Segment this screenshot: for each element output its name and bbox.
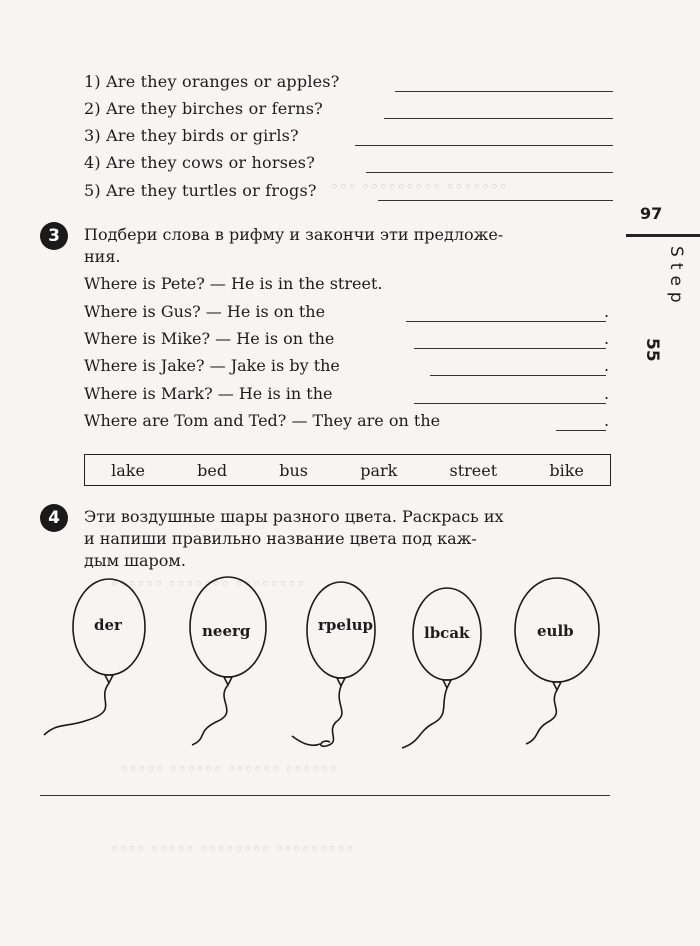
instruction-line: Подбери слова в рифму и закончи эти предложе- bbox=[84, 225, 504, 244]
period: . bbox=[604, 329, 610, 348]
sidebar-divider bbox=[626, 234, 700, 237]
sentence-2: Where is Gus? — He is on the bbox=[84, 302, 326, 321]
step-label: Step bbox=[666, 246, 686, 309]
balloon-2-word: neerg bbox=[202, 622, 251, 640]
word-bank-item: street bbox=[449, 460, 498, 480]
question-text: 5) Are they turtles or frogs? bbox=[84, 181, 317, 200]
page-number: 97 bbox=[640, 204, 663, 223]
question-text: 4) Are they cows or horses? bbox=[84, 153, 316, 172]
balloon-2-knot bbox=[224, 677, 232, 685]
word-bank-item: bed bbox=[197, 460, 228, 480]
balloon-2-string bbox=[192, 685, 228, 745]
balloon-3-word: rpelup bbox=[318, 616, 374, 634]
period: . bbox=[604, 411, 610, 430]
balloon-5-string bbox=[526, 690, 557, 744]
word-bank-item: park bbox=[360, 460, 398, 480]
period: . bbox=[604, 302, 610, 321]
instruction-line: и напиши правильно название цвета под каж- bbox=[84, 529, 477, 548]
word-bank-item: lake bbox=[111, 460, 145, 480]
sentence-6: Where are Tom and Ted? — They are on the bbox=[84, 411, 441, 430]
instruction-line: Эти воздушные шары разного цвета. Раскрась их bbox=[84, 507, 504, 526]
answer-line-balloons[interactable] bbox=[40, 795, 610, 796]
task-4-badge: 4 bbox=[40, 504, 68, 532]
balloon-4-knot bbox=[443, 680, 451, 688]
balloon-3-knot bbox=[337, 678, 345, 686]
sentence-3: Where is Mike? — He is on the bbox=[84, 329, 335, 348]
task-3-badge: 3 bbox=[40, 222, 68, 250]
word-bank-item: bus bbox=[279, 460, 309, 480]
sentence-4: Where is Jake? — Jake is by the bbox=[84, 356, 340, 375]
balloon-3-string bbox=[321, 686, 342, 746]
bleed-through: ◦◦◦ ◦◦◦◦◦◦◦◦◦ ◦◦◦◦◦◦◦ bbox=[330, 178, 508, 196]
step-number: 55 bbox=[642, 338, 662, 362]
instruction-line: дым шаром. bbox=[84, 551, 186, 570]
balloon-5-word: eulb bbox=[537, 622, 574, 640]
period: . bbox=[604, 384, 610, 403]
balloon-1-string bbox=[44, 683, 109, 735]
bleed-through: ◦◦◦◦◦◦ ◦◦◦◦◦◦◦ ◦◦◦◦◦◦◦◦ bbox=[110, 575, 306, 593]
period: . bbox=[604, 356, 610, 375]
sentence-5: Where is Mark? — He is in the bbox=[84, 384, 333, 403]
bleed-through: ◦◦◦◦ ◦◦◦◦◦ ◦◦◦◦◦◦◦◦ ◦◦◦◦◦◦◦◦◦ bbox=[110, 840, 355, 858]
balloon-4-word: lbcak bbox=[424, 624, 470, 642]
sentence-1: Where is Pete? — He is in the street. bbox=[84, 274, 383, 293]
instruction-line: ния. bbox=[84, 247, 121, 266]
balloon-4-string bbox=[402, 688, 447, 748]
bleed-through: ◦◦◦◦◦ ◦◦◦◦◦◦ ◦◦◦◦◦◦ ◦◦◦◦◦◦ bbox=[120, 760, 338, 778]
word-bank-item: bike bbox=[549, 460, 584, 480]
question-text: 2) Are they birches or ferns? bbox=[84, 99, 323, 118]
balloon-5-knot bbox=[553, 682, 561, 690]
question-text: 3) Are they birds or girls? bbox=[84, 126, 299, 145]
question-text: 1) Are they oranges or apples? bbox=[84, 72, 340, 91]
balloon-1-knot bbox=[105, 675, 113, 683]
balloon-string-extra bbox=[292, 736, 320, 745]
balloon-1-word: der bbox=[94, 616, 122, 634]
